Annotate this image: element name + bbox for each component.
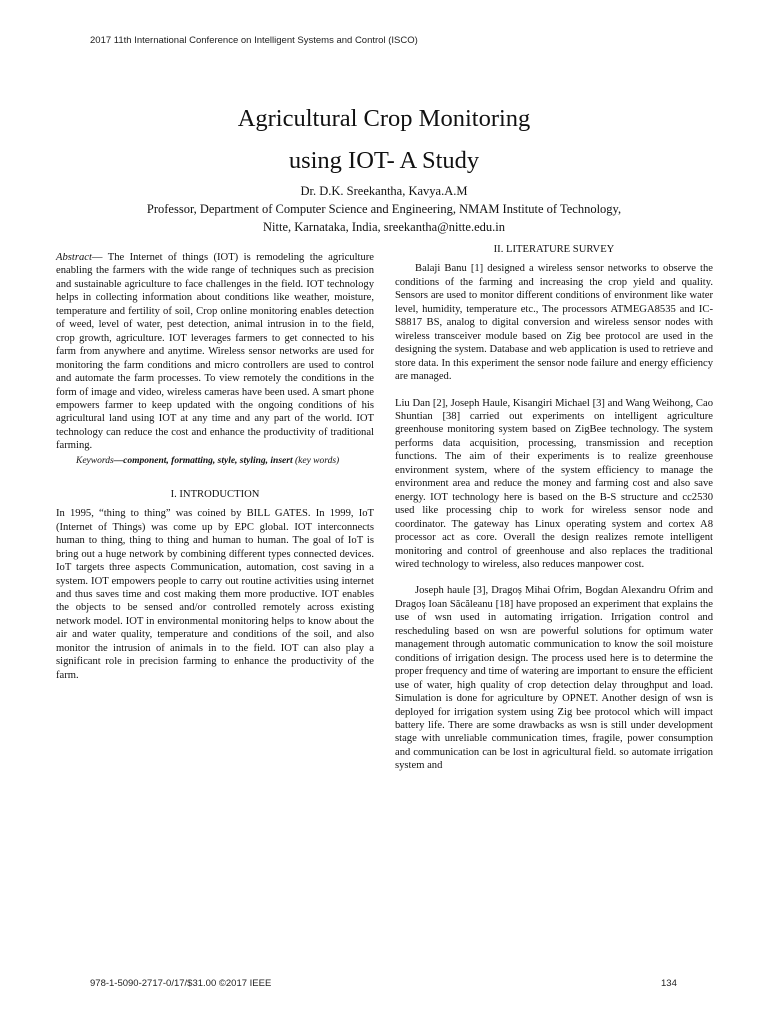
- title-line-2: using IOT- A Study: [288, 147, 480, 174]
- left-column: [56, 251, 374, 682]
- abstract-text: — The Internet of things (IOT) is remodeling the agriculture enabling the farmers with the wide range of techniques such as precision and sustainable agriculture to face challenges in the field. IOT technology helps in collecting information about conditions like weather, moisture, temperature and fertility of soil, Crop online monitoring enables detection of weed, level of water, pest detection, animal intrusion in to the field, crop growth, agriculture. IOT leverages farmers to get connected to his farm from anywhere and anytime. Wireless sensor networks are used for monitoring the farm conditions and micro controllers are used to control and automate the farm processes. To view remotely the conditions in the form of image and video, wireless cameras have been used. A smart phone empowers farmer to keep updated with the ongoing conditions of his agricultural land using IOT at any time and any part of the world. IOT technology can reduce the cost and enhance the productivity of traditional farming.: [56, 252, 374, 452]
- paper-title: [0, 98, 768, 182]
- title-line-1: Agricultural Crop Monitoring: [237, 105, 531, 132]
- keywords: [56, 455, 374, 467]
- isbn-footer: 978-1-5090-2717-0/17/$31.00 ©2017 IEEE: [90, 978, 272, 989]
- literature-paragraph-1: Balaji Banu [1] designed a wireless sensor networks to observe the conditions of the farming and increasing the crop yield and quality. Sensors are used to monitor different conditions of environment like water level, humidity, temperature etc., The processors ATMEGA8535 and IC-S8817 BS, analog to digital conversion and wireless sensor nodes with wireless transceiver module based on Zig bee protocol are used in the designing the system. Database and web application is used to retrieve and store data. In this experiment the sensor node failure and energy efficiency are managed.: [395, 263, 713, 383]
- introduction-heading: I. INTRODUCTION: [170, 488, 260, 500]
- conference-header: 2017 11th International Conference on Intelligent Systems and Control (ISCO): [90, 35, 418, 46]
- right-column: [395, 243, 713, 773]
- author-block: [0, 182, 768, 236]
- abstract: [56, 251, 374, 453]
- keywords-label: Keywords: [76, 455, 114, 466]
- literature-paragraph-3: Joseph haule [3], Dragoș Mihai Ofrim, Bogdan Alexandru Ofrim and Dragoș Ioan Săcăleanu [18] have proposed an experiment that explains the use of wsn used in automating irrigation. Irrigation control and rescheduling based on wsn are powerful solutions for optimum water management through automatic communication to know the soil moisture conditions of irrigation design. The process used here is to determine the proper frequency and time of watering are important to ensure the efficient use of water, high quality of crop detection delay throughput and load. Simulation is done for agriculture by OPNET. Another design of wsn is deployed for irrigation system using Zig bee protocol which will impact battery life. There are some drawbacks as wsn is still under development stage with unreliable communication times, fragile, power consumption and communication can be lost in agricultural field. so automate irrigation system and: [395, 585, 713, 772]
- introduction-paragraph: In 1995, “thing to thing” was coined by BILL GATES. In 1999, IoT (Internet of Things) was come up by EPC global. IOT interconnects human to thing, thing to thing and human to human. The goal of IoT is bring out a huge network by combining different types connected devices. IoT targets three aspects Communication, automation, cost saving in a system. IOT empowers people to carry out routine activities using internet and thus saves time and cost making them more productive. IOT enables the objects to be sensed and/or controlled remotely across existing network model. IOT in environmental monitoring helps to know about the air and water quality, temperature and conditions of the soil, and also monitor the intrusion of animals in to the field. IOT can also play a significant role in precision farming to enhance the productivity of the farm.: [56, 508, 374, 681]
- page-number: 134: [661, 978, 677, 989]
- author-address: Nitte, Karnataka, India, sreekantha@nitte.edu.in: [263, 220, 505, 234]
- keywords-tail: (key words): [292, 455, 340, 466]
- literature-survey-heading: II. LITERATURE SURVEY: [493, 244, 615, 255]
- keywords-text: —component, formatting, style, styling, insert: [113, 455, 293, 466]
- author-affiliation: Professor, Department of Computer Science and Engineering, NMAM Institute of Technology,: [146, 202, 622, 216]
- abstract-label: Abstract: [56, 252, 92, 263]
- author-names: Dr. D.K. Sreekantha, Kavya.A.M: [300, 184, 468, 198]
- literature-paragraph-2: Liu Dan [2], Joseph Haule, Kisangiri Michael [3] and Wang Weihong, Cao Shuntian [38] carried out experiments on intelligent agriculture greenhouse monitoring system based on ZigBee technology. The system performs data acquisition, processing, transmission and reception functions. The aim of their experiments is to realize greenhouse environment system, where of the system efficiency to manage the environment area and reduce the money and farming cost and also save energy. IOT technology here is based on the B-S structure and cc2530 used like processing chip to work for wireless sensor node and coordinator. The gateway has Linux operating system and cortex A8 processor act as core. Overall the design realizes remote intelligent monitoring and control of greenhouse and also replaces the traditional wired technology to wireless, also reduces manpower cost.: [395, 397, 713, 570]
